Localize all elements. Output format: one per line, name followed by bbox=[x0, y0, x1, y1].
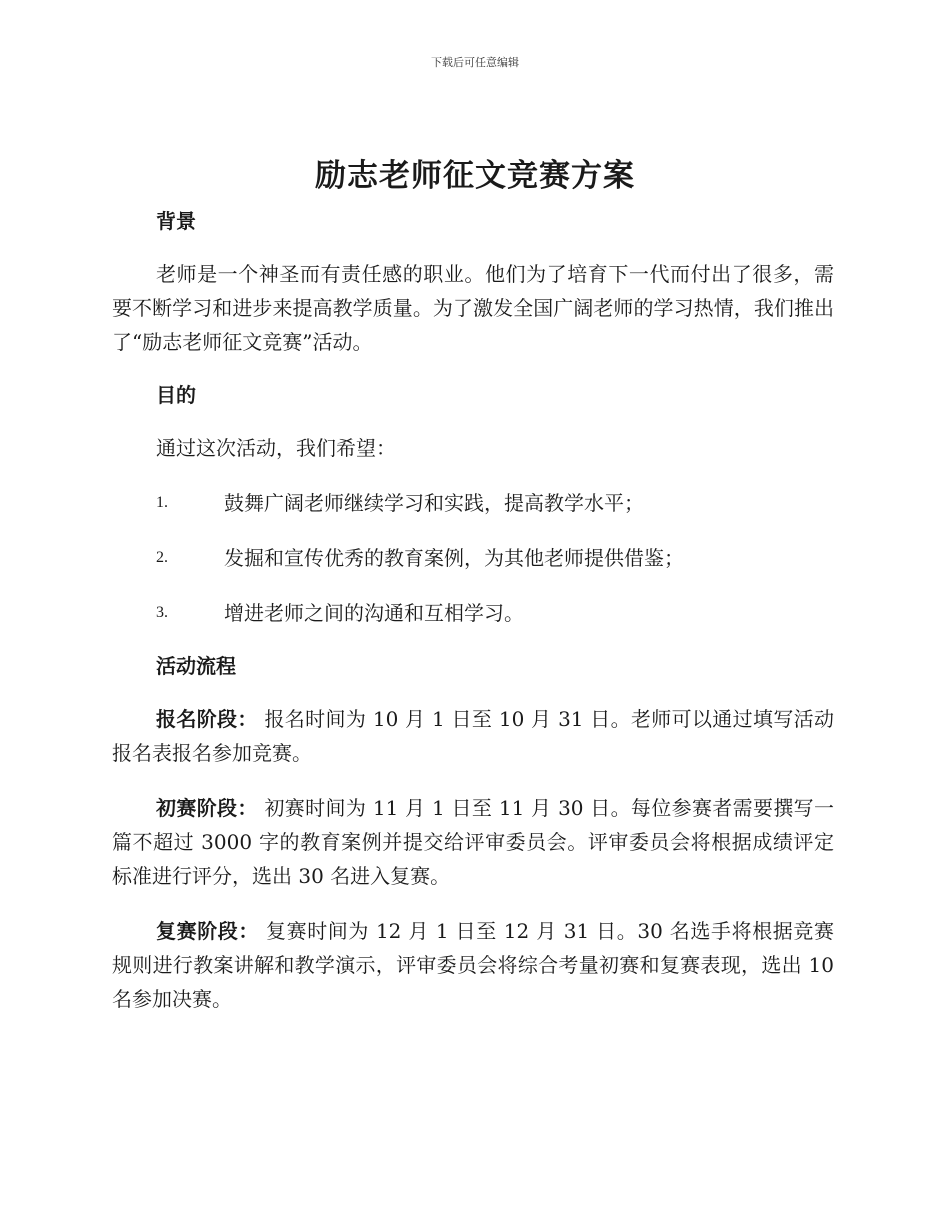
list-item-number: 3. bbox=[156, 604, 168, 621]
list-item-text: 发掘和宣传优秀的教育案例，为其他老师提供借鉴； bbox=[224, 546, 684, 570]
background-paragraph: 老师是一个神圣而有责任感的职业。他们为了培育下一代而付出了很多，需要不断学习和进步来提高教学质量。为了激发全国广阔老师的学习热情，我们推出了“励志老师征文竞赛”活动。 bbox=[112, 262, 834, 354]
list-item-text: 鼓舞广阔老师继续学习和实践，提高教学水平； bbox=[224, 491, 644, 515]
stage-text: 报名时间为 10 月 1 日至 10 月 31 日。老师可以通过填写活动报名表报名参加竞赛。 bbox=[112, 707, 835, 765]
purpose-intro: 通过这次活动，我们希望： bbox=[156, 436, 396, 460]
stage-label: 复赛阶段： bbox=[156, 919, 260, 943]
section-heading-process: 活动流程 bbox=[156, 654, 236, 678]
document-title: 励志老师征文竞赛方案 bbox=[315, 158, 635, 194]
stage-paragraph-semifinal bbox=[112, 914, 834, 1016]
list-item bbox=[112, 541, 834, 575]
stage-text: 复赛时间为 12 月 1 日至 12 月 31 日。30 名选手将根据竞赛规则进行教案讲解和教学演示，评审委员会将综合考量初赛和复赛表现，选出 10 名参加决赛。 bbox=[112, 919, 834, 1011]
header-note: 下载后可任意编辑 bbox=[431, 56, 519, 69]
list-item-number: 1. bbox=[156, 494, 168, 511]
stage-label: 报名阶段： bbox=[156, 707, 258, 731]
list-item-text: 增进老师之间的沟通和互相学习。 bbox=[224, 601, 524, 625]
stage-text: 初赛时间为 11 月 1 日至 11 月 30 日。每位参赛者需要撰写一篇不超过 3000 字的教育案例并提交给评审委员会。评审委员会将根据成绩评定标准进行评分，选出 30 名进入复赛。 bbox=[112, 796, 835, 888]
document-body bbox=[112, 206, 834, 1037]
purpose-list bbox=[112, 486, 834, 630]
section-heading-purpose: 目的 bbox=[156, 383, 196, 407]
section-heading-background: 背景 bbox=[156, 209, 196, 233]
stage-paragraph-registration bbox=[112, 702, 834, 770]
stage-paragraph-preliminary bbox=[112, 791, 834, 893]
stage-label: 初赛阶段： bbox=[156, 796, 258, 820]
list-item-number: 2. bbox=[156, 549, 168, 566]
list-item bbox=[112, 596, 834, 630]
list-item bbox=[112, 486, 834, 520]
